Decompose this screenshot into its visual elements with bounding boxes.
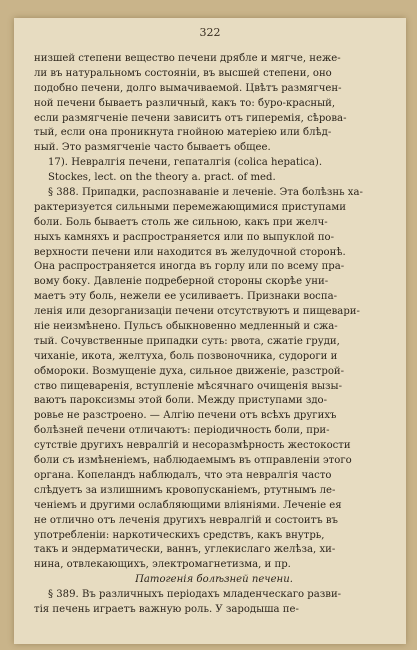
section-heading: Патогенія болѣзней печени.	[135, 574, 293, 586]
text-line: ваютъ пароксизмы этой боли. Между приступами здо-	[34, 395, 328, 407]
text-line: боли. Боль бываетъ столь же сильною, какъ при желч-	[34, 216, 328, 228]
text-line: ровье не разстроено. — Алгію печени отъ всѣхъ другихъ	[34, 410, 337, 422]
text-line: чиханіе, икота, желтуха, боль позвоночника, судороги и	[34, 350, 338, 362]
text-line: нина, отвлекающихъ, электромагнетизма, и пр.	[34, 559, 291, 571]
text-line: § 388. Припадки, распознаваніе и леченіе. Эта болѣзнь ха-	[48, 187, 363, 199]
text-line: 17). Невралгія печени, гепаталгія (colica hepatica).	[48, 157, 323, 169]
text-line: тый, если она проникнута гнойною матеріею или блѣд-	[34, 127, 332, 139]
text-line: ный. Это размягченіе часто бываетъ общее.	[34, 142, 271, 154]
reference-line: Stockes, lect. on the theory a. pract. of med.	[48, 172, 276, 184]
text-line: тія печень играетъ важную роль. У зародыша пе-	[34, 603, 299, 615]
text-line: болѣзней печени отличаютъ: періодичность боли, при-	[34, 425, 330, 437]
text-line: органа. Копеландъ наблюдалъ, что эта невралгія часто	[34, 469, 332, 481]
text-line: вому боку. Давленіе подреберной стороны скорѣе уни-	[34, 276, 329, 288]
text-line: такъ и эндерматически, ваннъ, углекислаго желѣза, хи-	[34, 544, 336, 556]
text-line: не отлично отъ леченія другихъ невралгій и состоитъ въ	[34, 514, 338, 526]
text-line: верхности печени или находится въ желудочной сторонѣ.	[34, 246, 346, 258]
text-line: тый. Сочувственные припадки суть: рвота, сжатіе груди,	[34, 335, 340, 347]
text-line: ныхъ камняхъ и распространяется или по выпуклой по-	[34, 231, 335, 243]
page-text	[34, 52, 394, 618]
text-line: ніе неизмѣнено. Пульсъ обыкновенно медленный и сжа-	[34, 321, 338, 333]
book-page	[14, 18, 406, 644]
text-line: рактеризуется сильными перемежающимися приступами	[34, 201, 346, 213]
text-line: употребленіи: наркотическихъ средствъ, какъ внутрь,	[34, 529, 325, 541]
text-line: слѣдуетъ за излишнимъ кровопусканіемъ, ртутнымъ ле-	[34, 484, 336, 496]
text-line: маетъ эту боль, нежели ее усиливаетъ. Признаки воспа-	[34, 291, 337, 303]
page-number: 322	[199, 26, 221, 39]
text-line: низшей степени вещество печени дрябле и мягче, неже-	[34, 53, 341, 64]
text-line: ной печени бываетъ различный, какъ то: буро-красный,	[34, 97, 336, 109]
text-line: обмороки. Возмущеніе духа, сильное движеніе, разстрой-	[34, 365, 345, 377]
text-line: ленія или дезорганизаціи печени отсутствуютъ и пищевари-	[34, 306, 360, 318]
text-line: ченіемъ и другими ослабляющими вліяніями. Леченіе ея	[34, 499, 342, 511]
text-line: подобно печени, долго вымачиваемой. Цвѣтъ размягчен-	[34, 82, 342, 94]
text-line: ство пищеваренія, вступленіе мѣсячнаго очищенія вызы-	[34, 380, 342, 392]
text-line: ли въ натуральномъ состояніи, въ высшей степени, оно	[34, 67, 332, 79]
text-line: боли съ измѣненіемъ, наблюдаемымъ въ отправленіи этого	[34, 455, 352, 467]
text-line: сутствіе другихъ невралгій и несоразмѣрность жестокости	[34, 440, 351, 452]
text-line: § 389. Въ различныхъ періодахъ младенческаго разви-	[48, 589, 342, 601]
text-line: если размягченіе печени зависитъ отъ гиперемія, сѣрова-	[34, 112, 347, 124]
text-line: Она распространяется иногда въ горлу или по всему пра-	[34, 261, 345, 273]
